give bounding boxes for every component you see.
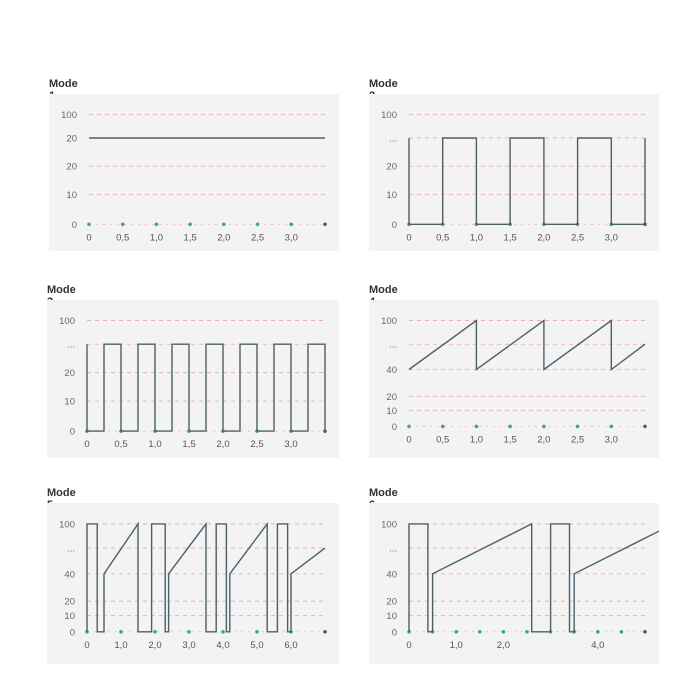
plot-area [369,300,659,458]
y-tick-label: 0 [69,426,75,438]
chart-svg [369,503,659,664]
x-tick-label: 3,0 [182,639,196,651]
baseline-dot [187,630,191,634]
x-tick-label: 1,0 [114,639,128,651]
y-tick-label: 40 [64,569,75,581]
y-tick-label: 100 [381,109,397,121]
x-tick-label: 1,5 [183,232,197,244]
y-tick-label: ... [67,339,75,351]
x-tick-label: 1,0 [469,232,484,244]
chart-svg [369,300,659,458]
series-line [409,524,659,632]
y-tick-label: 20 [64,368,75,380]
x-tick-label: 2,0 [148,639,162,651]
plot-area [49,94,339,251]
x-tick-label: 2,0 [537,232,551,244]
x-tick-label: 1,0 [148,439,162,451]
y-tick-label: 20 [64,596,75,608]
y-tick-label: 10 [386,611,397,623]
y-tick-label: 0 [69,627,75,639]
plot-area [369,503,659,664]
baseline-dot [153,630,157,634]
x-tick-label: 0,5 [114,439,128,451]
baseline-dot [620,630,624,634]
plot-area [47,503,339,664]
x-tick-label: 1,0 [449,639,463,651]
baseline-dot [121,223,125,227]
baseline-dot [502,630,506,634]
baseline-dot [441,425,445,429]
chart-title: Mode [369,78,398,90]
baseline-dot [407,425,411,429]
chart-title: Mode [369,284,398,296]
baseline-dot [256,223,260,227]
baseline-dot [119,630,123,634]
x-tick-label: 1,5 [503,434,517,446]
chart-svg [47,503,339,664]
x-tick-label: 0 [86,232,92,244]
plot-area [369,94,659,251]
y-tick-label: 100 [59,519,75,531]
x-tick-label: 1,5 [182,439,196,451]
baseline-dot [542,425,546,429]
y-tick-label: 10 [386,406,397,418]
x-tick-label: 0,5 [436,434,450,446]
x-tick-label: 1,5 [503,232,517,244]
y-tick-label: 40 [386,365,397,377]
series-line [87,344,325,431]
x-tick-label: 0,5 [436,232,450,244]
series-line [409,321,645,370]
x-tick-label: 5,0 [250,639,264,651]
chart-svg [369,94,659,251]
x-tick-label: 6,0 [284,639,298,651]
baseline-dot [221,630,225,634]
y-tick-label: 20 [386,161,397,173]
y-tick-label: 20 [386,391,397,403]
x-tick-label: 2,0 [496,639,511,651]
x-tick-label: 2,5 [570,434,585,446]
x-tick-label: 0 [406,434,412,446]
x-tick-label: 1,0 [149,232,164,244]
y-tick-label: 0 [391,627,397,639]
x-tick-label: 2,5 [250,439,264,451]
x-tick-label: 3,0 [604,232,618,244]
baseline-dot [475,425,479,429]
y-tick-label: 0 [391,219,397,231]
baseline-dot [188,223,192,227]
baseline-dot [643,425,647,429]
y-tick-label: 20 [386,596,397,608]
chart-svg [47,300,339,458]
x-tick-label: 0 [406,232,412,244]
y-tick-label: 40 [386,569,397,581]
chart-title: Mode [47,284,76,296]
x-tick-label: 0 [406,639,412,651]
y-tick-label: 100 [61,109,77,121]
y-tick-label: 20 [66,161,77,173]
x-tick-label: 4,0 [591,639,605,651]
x-tick-label: 3,0 [284,232,298,244]
plot-area [47,300,339,458]
x-tick-label: 3,0 [284,439,298,451]
baseline-dot [643,630,647,634]
baseline-dot [255,630,259,634]
y-tick-label: 0 [391,421,397,433]
x-tick-label: 2,0 [537,434,551,446]
baseline-dot [596,630,600,634]
y-tick-label: 20 [66,133,77,145]
chart-title: Mode [47,487,76,499]
baseline-dot [508,425,512,429]
y-tick-label: 10 [386,189,397,201]
x-tick-label: 4,0 [216,639,230,651]
baseline-dot [323,223,327,227]
x-tick-label: 0,5 [116,232,130,244]
x-tick-label: 0 [84,439,90,451]
baseline-dot [222,223,226,227]
baseline-dot [454,630,458,634]
baseline-dot [289,223,293,227]
series-line [409,138,645,224]
y-tick-label: ... [389,543,397,555]
y-tick-label: ... [389,133,397,145]
baseline-dot [478,630,482,634]
y-tick-label: 0 [71,219,77,231]
y-tick-label: 10 [64,396,75,408]
x-tick-label: 2,0 [217,232,231,244]
y-tick-label: 100 [381,519,397,531]
chart-svg [49,94,339,251]
chart-title: Mode [49,78,78,90]
x-tick-label: 2,5 [250,232,265,244]
x-tick-label: 2,5 [570,232,585,244]
baseline-dot [87,223,91,227]
y-tick-label: ... [389,339,397,351]
x-tick-label: 0 [84,639,90,651]
baseline-dot [609,425,613,429]
x-tick-label: 1,0 [469,434,484,446]
baseline-dot [576,425,580,429]
y-tick-label: 10 [64,611,75,623]
y-tick-label: ... [67,543,75,555]
y-tick-label: 10 [66,189,77,201]
y-tick-label: 100 [59,316,75,328]
chart-title: Mode [369,487,398,499]
baseline-dot [525,630,529,634]
x-tick-label: 2,0 [216,439,230,451]
baseline-dot [155,223,159,227]
baseline-dot [323,630,327,634]
x-tick-label: 3,0 [604,434,618,446]
y-tick-label: 100 [381,316,397,328]
